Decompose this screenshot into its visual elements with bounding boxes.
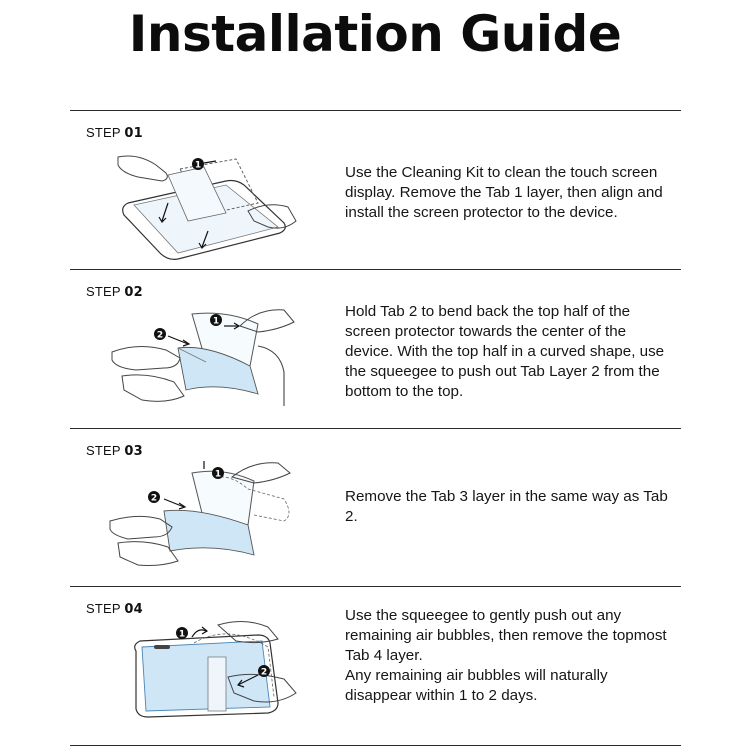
step-03-illustration xyxy=(108,459,298,569)
step-01-illustration xyxy=(108,151,298,261)
step-04-illustration xyxy=(108,617,298,727)
svg-text:1: 1 xyxy=(178,629,186,640)
step-label: STEP 03 xyxy=(86,443,143,459)
step-04 xyxy=(70,587,681,745)
svg-text:1: 1 xyxy=(214,469,222,480)
page-title: Installation Guide xyxy=(128,5,622,63)
step-label: STEP 04 xyxy=(86,601,143,617)
svg-text:1: 1 xyxy=(194,160,202,171)
step-02 xyxy=(70,270,681,428)
svg-text:2: 2 xyxy=(156,330,164,341)
step-01-description: Use the Cleaning Kit to clean the touch screen display. Remove the Tab 1 layer, then align and install the screen protector to the device. xyxy=(345,164,663,221)
svg-text:2: 2 xyxy=(150,493,158,504)
step-01 xyxy=(70,111,681,269)
divider xyxy=(70,745,681,746)
svg-text:2: 2 xyxy=(260,667,268,678)
step-02-illustration xyxy=(108,306,298,416)
svg-text:1: 1 xyxy=(212,316,220,327)
step-04-description: Use the squeegee to gently push out any remaining air bubbles, then remove the topmost Tab 4 layer. Any remaining air bubbles will naturally disappear within 1 to 2 days. xyxy=(345,607,667,704)
step-03 xyxy=(70,429,681,586)
step-label: STEP 01 xyxy=(86,125,143,141)
step-03-description: Remove the Tab 3 layer in the same way as Tab 2. xyxy=(345,488,668,525)
step-02-description: Hold Tab 2 to bend back the top half of the screen protector towards the center of the device. With the top half in a curved shape, use the squeegee to push out Tab Layer 2 from the bottom to the top. xyxy=(345,303,665,400)
step-label: STEP 02 xyxy=(86,284,143,300)
